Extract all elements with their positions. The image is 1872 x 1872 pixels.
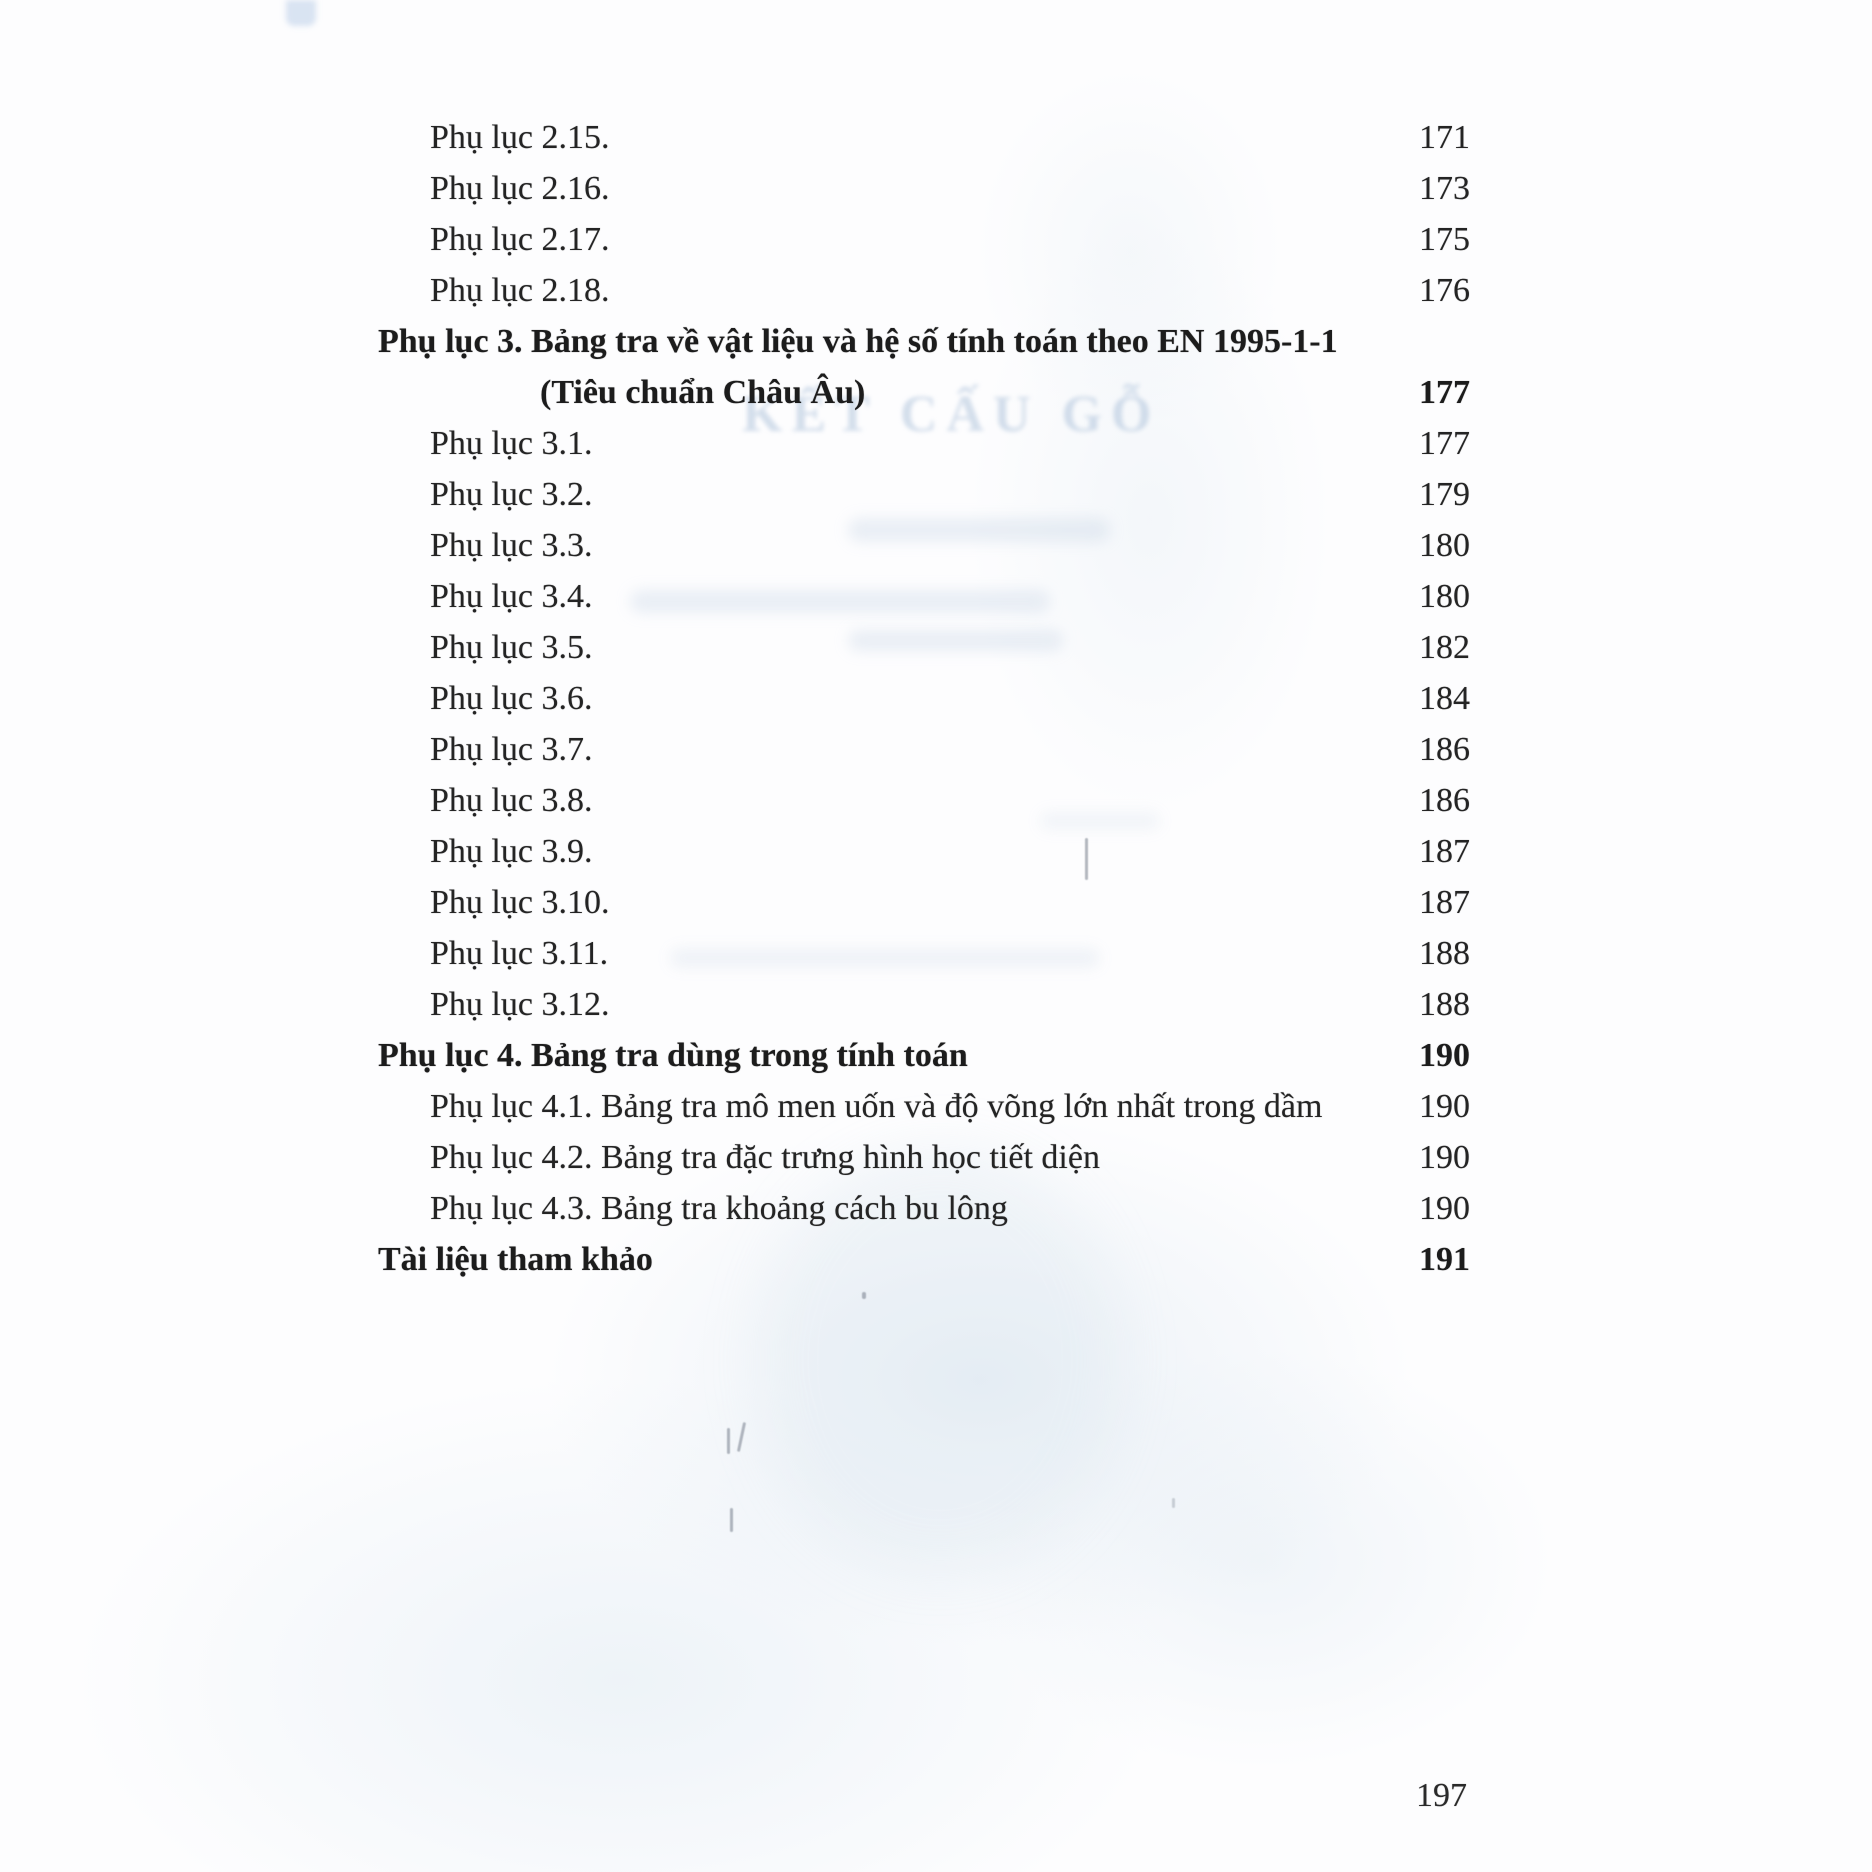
- toc-entry: [378, 784, 1470, 818]
- toc-entry-page: 190: [1419, 1139, 1470, 1176]
- toc-entry-page: 187: [1419, 884, 1470, 921]
- toc-entry-label: Phụ lục 3.2.: [430, 476, 593, 513]
- scan-speck: [730, 1508, 733, 1532]
- toc-entry: [378, 580, 1470, 614]
- toc-section-heading-cont: [378, 376, 1470, 410]
- toc-entry-page: 182: [1419, 629, 1470, 666]
- toc-entry-page: 173: [1419, 170, 1470, 207]
- toc-entry: [378, 427, 1470, 461]
- toc-entry-page: 177: [1419, 374, 1470, 411]
- toc-entry-page: 190: [1419, 1088, 1470, 1125]
- toc-entry-page: 180: [1419, 527, 1470, 564]
- toc-entry-label: Phụ lục 3.7.: [430, 731, 593, 768]
- toc-entry-label: Phụ lục 3.9.: [430, 833, 593, 870]
- toc-entry: [378, 172, 1470, 206]
- toc-entry: [378, 1141, 1470, 1175]
- table-of-contents: [378, 121, 1470, 1294]
- toc-entry-label: Phụ lục 4.2. Bảng tra đặc trưng hình học tiết diện: [430, 1139, 1100, 1176]
- toc-entry-label: Phụ lục 3.11.: [430, 935, 609, 972]
- toc-entry-page: 176: [1419, 272, 1470, 309]
- toc-entry-label: Phụ lục 3.4.: [430, 578, 593, 615]
- toc-entry-label: Phụ lục 3.8.: [430, 782, 593, 819]
- scan-speck: [1172, 1498, 1175, 1508]
- toc-entry-label: Phụ lục 3.5.: [430, 629, 593, 666]
- toc-entry-page: 191: [1419, 1241, 1470, 1278]
- toc-entry: [378, 631, 1470, 665]
- page-number: 197: [1416, 1777, 1467, 1814]
- toc-entry-label: Phụ lục 2.16.: [430, 170, 610, 207]
- toc-entry-label: Phụ lục 3.6.: [430, 680, 593, 717]
- toc-entry-label: Phụ lục 4.3. Bảng tra khoảng cách bu lông: [430, 1190, 1008, 1227]
- toc-entry-page: 180: [1419, 578, 1470, 615]
- toc-entry-page: 190: [1419, 1190, 1470, 1227]
- toc-section-heading: [378, 325, 1470, 359]
- toc-entry-page: 187: [1419, 833, 1470, 870]
- toc-entry-page: 171: [1419, 119, 1470, 156]
- toc-entry-page: 190: [1419, 1037, 1470, 1074]
- toc-entry: [378, 835, 1470, 869]
- toc-entry-page: 184: [1419, 680, 1470, 717]
- scan-speck: [727, 1428, 730, 1454]
- toc-entry-label: Phụ lục 3.10.: [430, 884, 610, 921]
- toc-entry: [378, 223, 1470, 257]
- toc-entry-label: Phụ lục 4. Bảng tra dùng trong tính toán: [378, 1037, 968, 1074]
- toc-entry: [378, 121, 1470, 155]
- toc-entry-page: 188: [1419, 935, 1470, 972]
- toc-entry-label: Phụ lục 3.12.: [430, 986, 610, 1023]
- toc-entry: [378, 988, 1470, 1022]
- toc-entry-label: Phụ lục 2.15.: [430, 119, 610, 156]
- toc-entry: [378, 886, 1470, 920]
- scan-blue-mark: [286, 0, 316, 26]
- toc-entry: [378, 478, 1470, 512]
- toc-entry-label: Phụ lục 2.18.: [430, 272, 610, 309]
- toc-entry: [378, 529, 1470, 563]
- toc-entry-label: Phụ lục 3.3.: [430, 527, 593, 564]
- toc-entry: [378, 1192, 1470, 1226]
- toc-entry-page: 188: [1419, 986, 1470, 1023]
- toc-references-heading: [378, 1243, 1470, 1277]
- toc-entry: [378, 937, 1470, 971]
- toc-entry-page: 175: [1419, 221, 1470, 258]
- toc-entry-label: Phụ lục 3.1.: [430, 425, 593, 462]
- toc-entry: [378, 733, 1470, 767]
- toc-entry: [378, 1090, 1470, 1124]
- toc-entry-page: 177: [1419, 425, 1470, 462]
- toc-entry-label: Phụ lục 4.1. Bảng tra mô men uốn và độ võng lớn nhất trong dầm: [430, 1088, 1323, 1125]
- toc-entry-page: 186: [1419, 731, 1470, 768]
- toc-entry-label: Phụ lục 2.17.: [430, 221, 610, 258]
- toc-entry-label: Phụ lục 3. Bảng tra về vật liệu và hệ số tính toán theo EN 1995-1-1: [378, 323, 1338, 360]
- toc-entry-label: Tài liệu tham khảo: [378, 1241, 653, 1278]
- toc-entry: [378, 682, 1470, 716]
- toc-entry-label: (Tiêu chuẩn Châu Âu): [540, 374, 866, 411]
- scan-speck: [737, 1422, 746, 1452]
- toc-entry-page: 186: [1419, 782, 1470, 819]
- bleed-through-title: KẾT CẤU GỖ: [742, 386, 1161, 443]
- toc-entry: [378, 274, 1470, 308]
- toc-entry-page: 179: [1419, 476, 1470, 513]
- toc-section-heading: [378, 1039, 1470, 1073]
